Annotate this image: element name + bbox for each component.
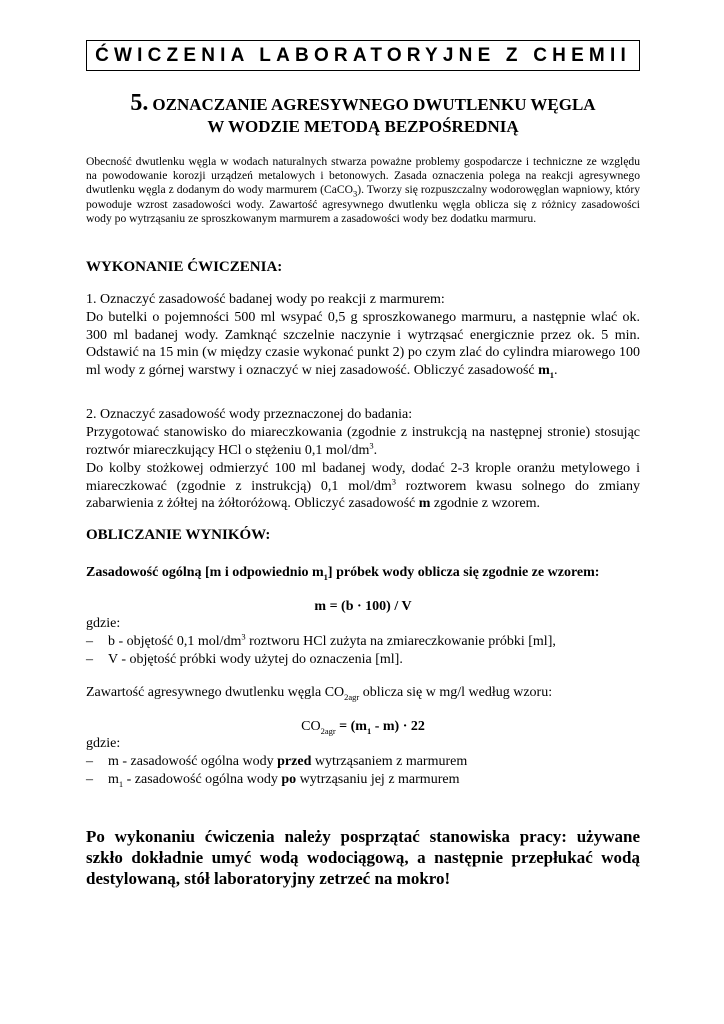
- step2-para2: [86, 460, 640, 513]
- calc-lead: [86, 564, 640, 582]
- intro-sub: 3: [352, 188, 358, 199]
- header-box: [86, 40, 640, 71]
- dash-bullet: –: [86, 754, 93, 769]
- where-label-1: gdzie:: [86, 616, 121, 631]
- where-label-2: gdzie:: [86, 736, 121, 751]
- step2-p1-end: .: [373, 442, 378, 458]
- f2-sub2: 1: [366, 725, 372, 736]
- step1-var: m: [538, 362, 550, 378]
- step1-text: Do butelki o pojemności 500 ml wsypać 0,5 g sproszkowanego marmuru, a następnie wlać ok. 300 ml badanej wody. Zamknąć szczelnie naczynie i wytrząsać energicznie przez ok. 5 min. Odstawić na 15 min (w między czasie wykonać punkt 2) po czym zlać do cylindra miarowego 100 ml wody z górnej warstwy i oznaczyć w niej zasadowość. Obliczyć zasadowość: [86, 310, 640, 378]
- f2-sub: 2agr: [320, 725, 336, 736]
- step2-p1-text: Przygotować stanowisko do miareczkowania (zgodnie z instrukcją na następnej stronie) stosując roztwór miareczkujący HCl o stężeniu 0,1 mol/dm: [86, 425, 640, 458]
- calc-lead-b: ] próbek wody oblicza się zgodnie ze wzorem:: [327, 565, 600, 580]
- step2-para1: [86, 424, 640, 459]
- page-title-line2: [86, 116, 640, 138]
- dash-bullet: –: [86, 652, 93, 667]
- step1-heading: 1. Oznaczyć zasadowość badanej wody po reakcji z marmurem:: [86, 292, 445, 307]
- definition-v: [86, 651, 403, 669]
- def-m1-sub: 1: [118, 778, 124, 789]
- calc-lead-sub: 1: [323, 571, 328, 582]
- def-m1-bold: po: [281, 772, 297, 787]
- step2-p2-sup: 3: [391, 475, 397, 486]
- step1-var-sub: 1: [549, 369, 555, 380]
- definition-m: [86, 753, 467, 771]
- step1-end: .: [554, 362, 558, 378]
- dash-bullet: –: [86, 772, 93, 787]
- intro-text-b: ). Tworzy się rozpuszczalny wodorowęglan wapniowy, który powoduje wzrost zasadowości wody. Zawartość agresywnego dwutlenku węgla oblicza się z różnicy zasadowości wody po wytrząsaniu ze sproszkowanym marmurem a zasadowości wody bez dodatku marmuru.: [86, 183, 640, 225]
- step2-p2-text-a: Do kolby stożkowej odmierzyć 100 ml badanej wody, dodać 2-3 krople oranżu metylowego i miareczkować (zgodnie z instrukcją) 0,1 mol/dm: [86, 461, 640, 494]
- def-v-text: V - objętość próbki wody użytej do oznaczenia [ml].: [108, 652, 403, 667]
- title-text-2: W WODZIE METODĄ BEZPOŚREDNIĄ: [207, 117, 519, 136]
- formula-co2: [86, 718, 640, 736]
- step2-heading: 2. Oznaczyć zasadowość wody przeznaczonej do badania:: [86, 407, 413, 422]
- def-m1-text-b: - zasadowość ogólna wody: [123, 772, 282, 787]
- def-m-text-a: m - zasadowość ogólna wody: [108, 754, 278, 769]
- f2-b: = (m: [335, 719, 367, 734]
- co2-text-a: Zawartość agresywnego dwutlenku węgla CO: [86, 685, 345, 700]
- def-b-sup: 3: [241, 631, 246, 642]
- step2-p2-text-c: zgodnie z wzorem.: [430, 496, 541, 512]
- co2-text-b: oblicza się w mg/l według wzoru:: [359, 685, 553, 700]
- definition-m1: [86, 771, 459, 789]
- exercise-number: 5.: [130, 90, 149, 116]
- dash-bullet: –: [86, 634, 93, 649]
- header-text: ĆWICZENIA LABORATORYJNE Z CHEMII: [95, 44, 631, 66]
- f2-c: - m) · 22: [371, 719, 425, 734]
- section-heading-procedure: WYKONANIE ĆWICZENIA:: [86, 259, 283, 275]
- section-heading-calculation: OBLICZANIE WYNIKÓW:: [86, 527, 271, 543]
- step1-body: [86, 309, 640, 379]
- co2-sub: 2agr: [344, 691, 360, 702]
- co2-intro: [86, 684, 640, 702]
- def-m1-text-c: wytrząsaniu jej z marmurem: [296, 772, 460, 787]
- def-b-text-a: b - objętość 0,1 mol/dm: [108, 634, 242, 649]
- page-title-line1: [86, 92, 640, 116]
- intro-text-a: Obecność dwutlenku węgla w wodach naturalnych stwarza poważne problemy gospodarcze i techniczne ze względu na powodowanie korozji urządzeń metalowych i betonowych. Zasada oznaczenia polega na reakcji agresywnego dwutlenku węgla z dodanym do wody marmurem (CaCO: [86, 155, 640, 197]
- formula-m: m = (b · 100) / V: [314, 599, 412, 614]
- cleanup-notice: Po wykonaniu ćwiczenia należy posprzątać stanowiska pracy: używane szkło dokładnie umyć wodą wodociągową, a następnie przepłukać wodą destylowaną, stół laboratoryjny zetrzeć na mokro!: [86, 827, 640, 888]
- def-m-bold: przed: [277, 754, 312, 769]
- def-m-text-b: wytrząsaniem z marmurem: [311, 754, 468, 769]
- def-m1-var: m: [108, 772, 119, 787]
- f2-co: CO: [301, 719, 321, 734]
- intro-paragraph: [86, 155, 640, 226]
- step2-p1-sup: 3: [369, 439, 374, 450]
- step2-p2-text-b: roztworem kwasu solnego do zmiany zabarwienia z żółtej na żółtoróżową. Obliczyć zasadowość: [86, 478, 640, 512]
- title-text-1: OZNACZANIE AGRESYWNEGO DWUTLENKU WĘGLA: [152, 95, 596, 114]
- calc-lead-a: Zasadowość ogólną [m i odpowiednio m: [86, 565, 324, 580]
- step2-p2-var: m: [418, 496, 431, 512]
- def-b-text-b: roztworu HCl zużyta na zmiareczkowanie próbki [ml],: [245, 634, 556, 649]
- definition-b: [86, 633, 556, 651]
